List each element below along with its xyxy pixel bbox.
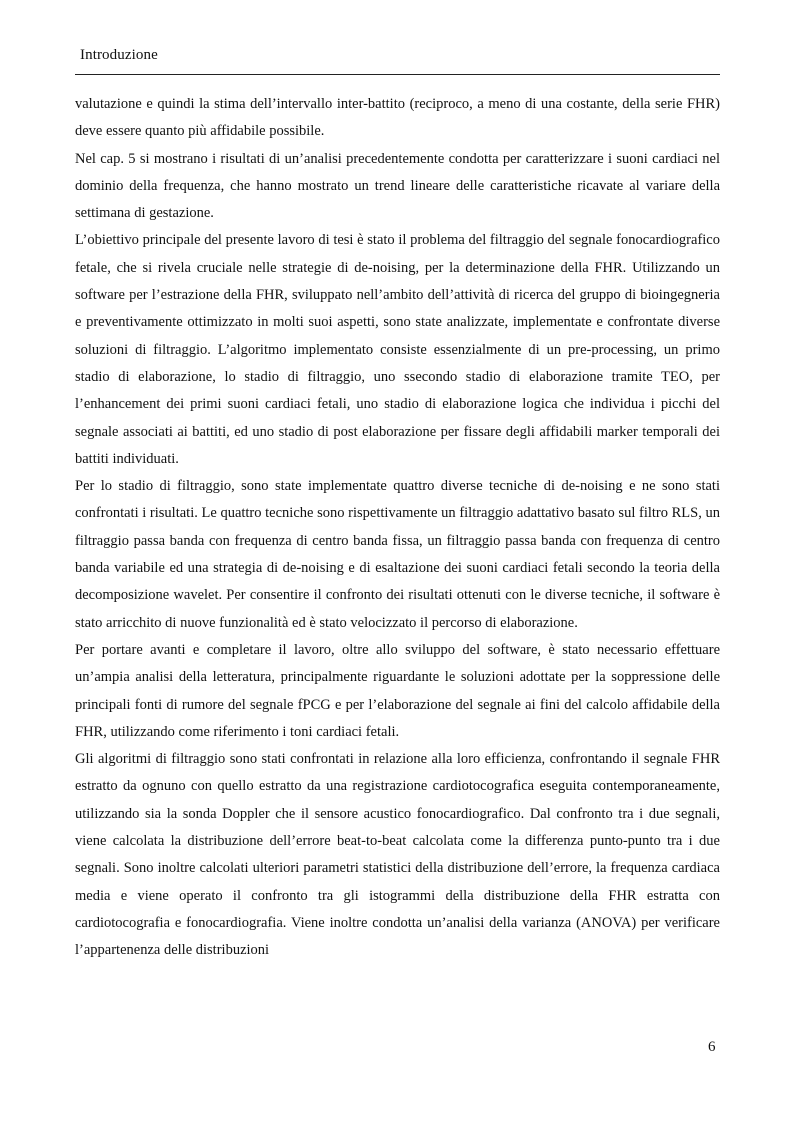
paragraph-algorithm-comparison: Gli algoritmi di filtraggio sono stati confrontati in relazione alla loro efficienza, confrontando il segnale FHR estratto da ognuno con quello estratto da una registrazione cardiotocografica eseguita contemporaneamente, utilizzando sia la sonda Doppler che il sensore acustico fonocardiografico. Dal confronto tra i due segnali, viene calcolata la distribuzione dell’errore beat-to-beat calcolata come la differenza punto-punto tra i due segnali. Sono inoltre calcolati ulteriori parametri statistici della distribuzione dell’errore, la frequenza cardiaca media e viene operato il confronto tra gli istogrammi della distribuzione della FHR estratta con cardiotocografia e fonocardiografia. Viene inoltre condotta un’analisi della varianza (ANOVA) per verificare l’appartenenza delle distribuzioni xyxy=(75,751,720,959)
running-header-title: Introduzione xyxy=(80,47,158,63)
paragraph-main-objective: L’obiettivo principale del presente lavoro di tesi è stato il problema del filtraggio del segnale fonocardiografico fetale, che si rivela cruciale nelle strategie di de-noising, per la determinazione della FHR. Utilizzando un software per l’estrazione della FHR, sviluppato nell’ambito dell’attività di ricerca del gruppo di bioingegneria e preventivamente ottimizzato in molti suoi aspetti, sono state analizzate, implementate e confrontate diverse soluzioni di filtraggio. L’algoritmo implementato consiste essenzialmente di un pre-processing, un primo stadio di elaborazione, lo stadio di filtraggio, uno ssecondo stadio di elaborazione tramite TEO, per l’enhancement dei primi suoni cardiaci fetali, uno stadio di elaborazione logica che individua i picchi del segnale associati ai battiti, ed uno stadio di post elaborazione per fissare degli affidabili marker temporali dei battiti individuati. xyxy=(75,232,720,467)
page-number: 6 xyxy=(708,1039,716,1055)
paragraph-literature-analysis: Per portare avanti e completare il lavoro, oltre allo sviluppo del software, è stato necessario effettuare un’ampia analisi della letteratura, principalmente riguardante le soluzioni adottate per la soppressione delle principali fonti di rumore del segnale fPCG e per l’elaborazione del segnale ai fini del calcolo affidabile della FHR, utilizzando come riferimento i toni cardiaci fetali. xyxy=(75,641,720,740)
paragraph-continuation: valutazione e quindi la stima dell’intervallo inter-battito (reciproco, a meno di una costante, della serie FHR) deve essere quanto più affidabile possibile. xyxy=(75,96,720,140)
paragraph-filtering-techniques: Per lo stadio di filtraggio, sono state implementate quattro diverse tecniche di de-noising e ne sono stati confrontati i risultati. Le quattro tecniche sono rispettivamente un filtraggio adattativo basato sul filtro RLS, un filtraggio passa banda con frequenza di centro banda fissa, un filtraggio passa banda con frequenza di centro banda variabile ed una strategia di de-noising e di esaltazione dei suoni cardiaci fetali secondo la teoria della decomposizione wavelet. Per consentire il confronto dei risultati ottenuti con le diverse tecniche, il software è stato arricchito di nuove funzionalità ed è stato velocizzato il percorso di elaborazione. xyxy=(75,478,720,631)
paragraph-chapter-five: Nel cap. 5 si mostrano i risultati di un’analisi precedentemente condotta per caratterizzare i suoni cardiaci nel dominio della frequenza, che hanno mostrato un trend lineare delle caratteristiche ricavate al variare della settimana di gestazione. xyxy=(75,150,720,222)
body-text xyxy=(75,91,720,965)
header-rule xyxy=(75,74,720,75)
